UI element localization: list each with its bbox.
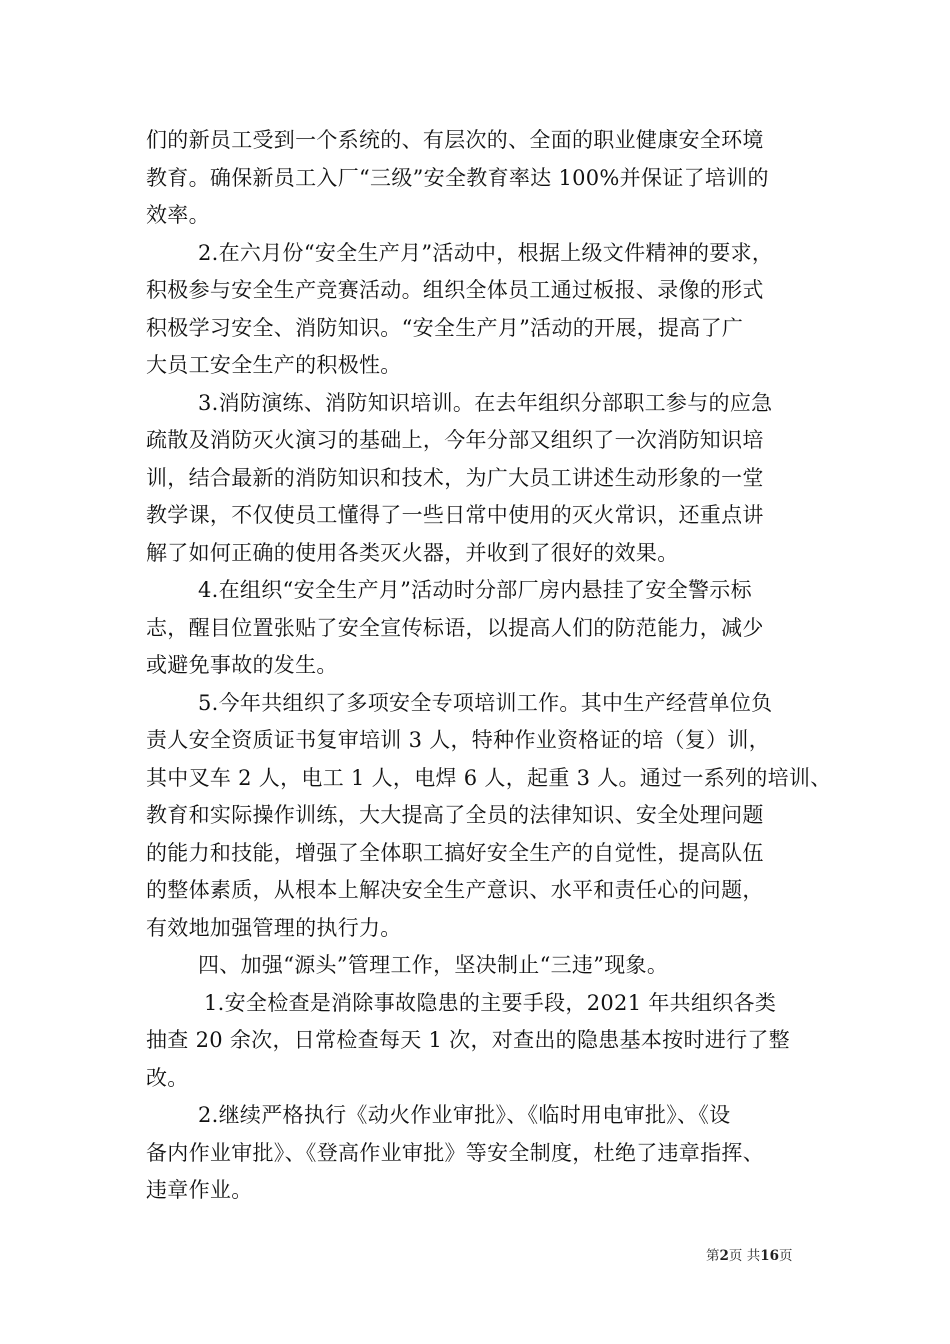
text-line: 违章作业。 bbox=[146, 1178, 253, 1202]
paragraph-start-line: 2.继续严格执行《动火作业审批》、《临时用电审批》、《设 bbox=[198, 1103, 731, 1127]
text-line: 们的新员工受到一个系统的、有层次的、全面的职业健康安全环境 bbox=[146, 128, 764, 152]
paragraph-start-line: 3.消防演练、消防知识培训。在去年组织分部职工参与的应急 bbox=[198, 390, 773, 415]
text-line: 志，醒目位置张贴了安全宣传标语，以提高人们的防范能力，减少 bbox=[146, 615, 764, 640]
text-line: 的能力和技能，增强了全体职工搞好安全生产的自觉性，提高队伍 bbox=[146, 840, 764, 865]
text-line: 积极学习安全、消防知识。“安全生产月”活动的开展，提高了广 bbox=[146, 315, 744, 340]
text-line: 教学课，不仅使员工懂得了一些日常中使用的灭火常识，还重点讲 bbox=[146, 503, 764, 527]
page-footer bbox=[706, 1247, 793, 1265]
text-line: 改。 bbox=[146, 1065, 189, 1090]
paragraph-start-line: 5.今年共组织了多项安全专项培训工作。其中生产经营单位负 bbox=[198, 690, 773, 715]
text-line: 教育。确保新员工入厂“三级”安全教育率达 100%并保证了培训的 bbox=[146, 165, 769, 190]
paragraph-start-line: 2.在六月份“安全生产月”活动中，根据上级文件精神的要求， bbox=[198, 240, 774, 265]
paragraph-start-line: 1.安全检查是消除事故隐患的主要手段，2021 年共组织各类 bbox=[204, 990, 777, 1015]
text-line: 训，结合最新的消防知识和技术，为广大员工讲述生动形象的一堂 bbox=[146, 465, 764, 490]
footer-suffix: 页 bbox=[779, 1248, 793, 1264]
text-line: 疏散及消防灭火演习的基础上，今年分部又组织了一次消防知识培 bbox=[146, 428, 764, 452]
text-line: 的整体素质，从根本上解决安全生产意识、水平和责任心的问题， bbox=[146, 878, 764, 902]
footer-prefix: 第 bbox=[706, 1248, 720, 1264]
text-line: 备内作业审批》、《登高作业审批》等安全制度，杜绝了违章指挥、 bbox=[146, 1140, 764, 1165]
footer-middle: 页 共 bbox=[728, 1248, 761, 1264]
text-line: 效率。 bbox=[146, 203, 210, 227]
total-pages-number: 16 bbox=[760, 1248, 779, 1264]
text-line: 责人安全资质证书复审培训 3 人，特种作业资格证的培（复）训， bbox=[146, 728, 771, 752]
paragraph-start-line: 4.在组织“安全生产月”活动时分部厂房内悬挂了安全警示标 bbox=[198, 578, 752, 602]
text-line: 解了如何正确的使用各类灭火器，并收到了很好的效果。 bbox=[146, 540, 679, 565]
text-line: 其中叉车 2 人，电工 1 人，电焊 6 人，起重 3 人。通过一系列的培训、 bbox=[146, 765, 832, 790]
section-heading: 四、加强“源头”管理工作，坚决制止“三违”现象。 bbox=[198, 953, 669, 977]
text-line: 教育和实际操作训练，大大提高了全员的法律知识、安全处理问题 bbox=[146, 803, 764, 827]
text-line: 大员工安全生产的积极性。 bbox=[146, 353, 402, 377]
body-text bbox=[146, 122, 832, 1210]
current-page-number: 2 bbox=[719, 1248, 729, 1264]
text-line: 有效地加强管理的执行力。 bbox=[146, 915, 402, 940]
text-line: 或避免事故的发生。 bbox=[146, 653, 338, 677]
text-line: 积极参与安全生产竞赛活动。组织全体员工通过板报、录像的形式 bbox=[146, 278, 764, 302]
text-line: 抽查 20 余次，日常检查每天 1 次，对查出的隐患基本按时进行了整 bbox=[146, 1028, 790, 1052]
